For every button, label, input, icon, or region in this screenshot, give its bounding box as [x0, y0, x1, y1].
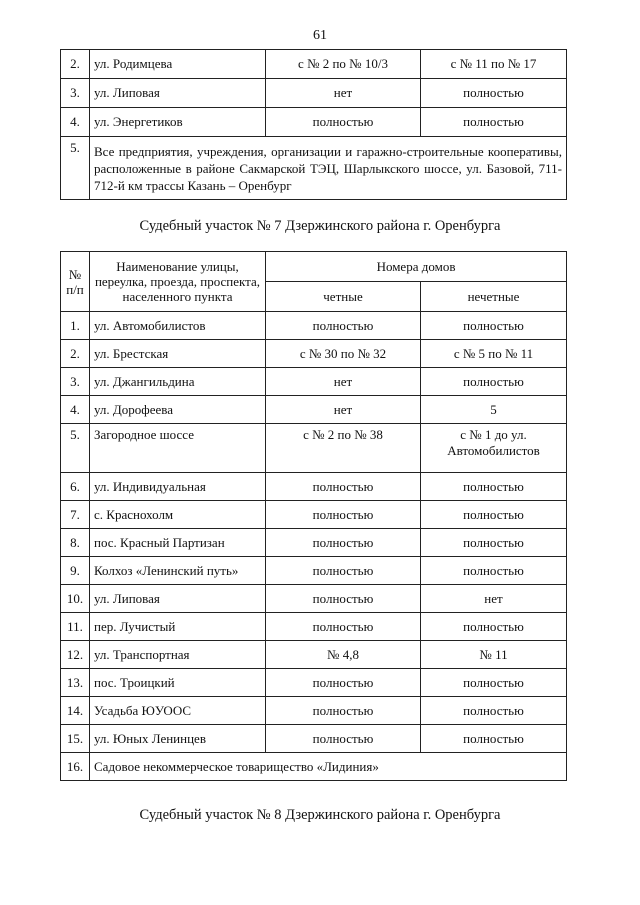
odd-houses: с № 5 по № 11 [421, 340, 567, 368]
street-name: пос. Красный Партизан [90, 529, 266, 557]
odd-houses: полностью [421, 697, 567, 725]
street-name: ул. Юных Ленинцев [90, 725, 266, 753]
row-number: 8. [61, 529, 90, 557]
odd-houses: 5 [421, 396, 567, 424]
section-title-7: Судебный участок № 7 Дзержинского района г. Оренбурга [139, 218, 501, 234]
table-row [61, 340, 567, 368]
row-number: 6. [61, 473, 90, 501]
table-row [61, 641, 567, 669]
row-number: 5. [61, 137, 90, 200]
even-houses: полностью [266, 669, 421, 697]
even-houses: полностью [266, 613, 421, 641]
row-number: 16. [61, 753, 90, 781]
table-row [61, 108, 567, 137]
street-name: Колхоз «Ленинский путь» [90, 557, 266, 585]
table-row [61, 473, 567, 501]
merged-description: Садовое некоммерческое товарищество «Лидиния» [90, 753, 567, 781]
street-table-section-7 [60, 251, 567, 781]
even-houses: полностью [266, 473, 421, 501]
street-name: Загородное шоссе [90, 424, 266, 473]
table-row [61, 79, 567, 108]
street-table-section-6-continued [60, 49, 567, 200]
even-houses: полностью [266, 697, 421, 725]
row-number: 4. [61, 108, 90, 137]
street-name: ул. Джангильдина [90, 368, 266, 396]
odd-houses: нет [421, 585, 567, 613]
merged-description: Все предприятия, учреждения, организации и гаражно-строительные кооперативы, расположенные в районе Сакмарской ТЭЦ, Шарлыкского шоссе, ул. Базовой, 711-712-й км трассы Казань – Оренбург [90, 137, 567, 200]
even-houses: полностью [266, 585, 421, 613]
street-name: ул. Энергетиков [90, 108, 266, 137]
table-row [61, 585, 567, 613]
even-houses: с № 2 по № 10/3 [266, 50, 421, 79]
even-houses: полностью [266, 529, 421, 557]
table-row [61, 529, 567, 557]
table-row [61, 697, 567, 725]
street-name: ул. Брестская [90, 340, 266, 368]
table-row [61, 557, 567, 585]
table-row [61, 50, 567, 79]
odd-houses: полностью [421, 557, 567, 585]
odd-houses: полностью [421, 473, 567, 501]
street-name: ул. Дорофеева [90, 396, 266, 424]
odd-houses: № 11 [421, 641, 567, 669]
row-number: 13. [61, 669, 90, 697]
row-number: 12. [61, 641, 90, 669]
row-number: 2. [61, 340, 90, 368]
header-number: № п/п [61, 252, 90, 312]
odd-houses: полностью [421, 613, 567, 641]
row-number: 14. [61, 697, 90, 725]
street-name: пос. Троицкий [90, 669, 266, 697]
street-name: ул. Транспортная [90, 641, 266, 669]
odd-houses: полностью [421, 529, 567, 557]
street-name: пер. Лучистый [90, 613, 266, 641]
even-houses: нет [266, 79, 421, 108]
street-name: ул. Липовая [90, 585, 266, 613]
street-name: Усадьба ЮУООС [90, 697, 266, 725]
odd-houses: с № 11 по № 17 [421, 50, 567, 79]
header-street-name: Наименование улицы, переулка, проезда, проспекта, населенного пункта [90, 252, 266, 312]
odd-houses: полностью [421, 79, 567, 108]
even-houses: с № 2 по № 38 [266, 424, 421, 473]
section-title-8: Судебный участок № 8 Дзержинского района г. Оренбурга [139, 807, 501, 823]
table-row-merged [61, 137, 567, 200]
header-house-numbers: Номера домов [266, 252, 567, 282]
street-name: ул. Индивидуальная [90, 473, 266, 501]
even-houses: полностью [266, 725, 421, 753]
table-row [61, 725, 567, 753]
row-number: 7. [61, 501, 90, 529]
table-row [61, 613, 567, 641]
even-houses: с № 30 по № 32 [266, 340, 421, 368]
street-name: ул. Автомобилистов [90, 312, 266, 340]
row-number: 4. [61, 396, 90, 424]
row-number: 11. [61, 613, 90, 641]
street-name: с. Краснохолм [90, 501, 266, 529]
header-even: четные [266, 282, 421, 312]
odd-houses: полностью [421, 725, 567, 753]
odd-houses: полностью [421, 108, 567, 137]
odd-houses: полностью [421, 312, 567, 340]
even-houses: нет [266, 396, 421, 424]
table-row [61, 312, 567, 340]
street-name: ул. Липовая [90, 79, 266, 108]
row-number: 15. [61, 725, 90, 753]
row-number: 5. [61, 424, 90, 473]
even-houses: полностью [266, 312, 421, 340]
odd-houses: с № 1 до ул. Автомобилистов [421, 424, 567, 473]
street-name: ул. Родимцева [90, 50, 266, 79]
even-houses: № 4,8 [266, 641, 421, 669]
even-houses: нет [266, 368, 421, 396]
row-number: 10. [61, 585, 90, 613]
table-row [61, 669, 567, 697]
row-number: 1. [61, 312, 90, 340]
odd-houses: полностью [421, 368, 567, 396]
even-houses: полностью [266, 557, 421, 585]
table-row [61, 396, 567, 424]
odd-houses: полностью [421, 501, 567, 529]
row-number: 3. [61, 368, 90, 396]
page-number: 61 [313, 28, 327, 43]
table-row [61, 368, 567, 396]
table-row-merged [61, 753, 567, 781]
row-number: 3. [61, 79, 90, 108]
even-houses: полностью [266, 108, 421, 137]
row-number: 2. [61, 50, 90, 79]
row-number: 9. [61, 557, 90, 585]
table-row [61, 424, 567, 473]
even-houses: полностью [266, 501, 421, 529]
table-row [61, 501, 567, 529]
odd-houses: полностью [421, 669, 567, 697]
header-odd: нечетные [421, 282, 567, 312]
